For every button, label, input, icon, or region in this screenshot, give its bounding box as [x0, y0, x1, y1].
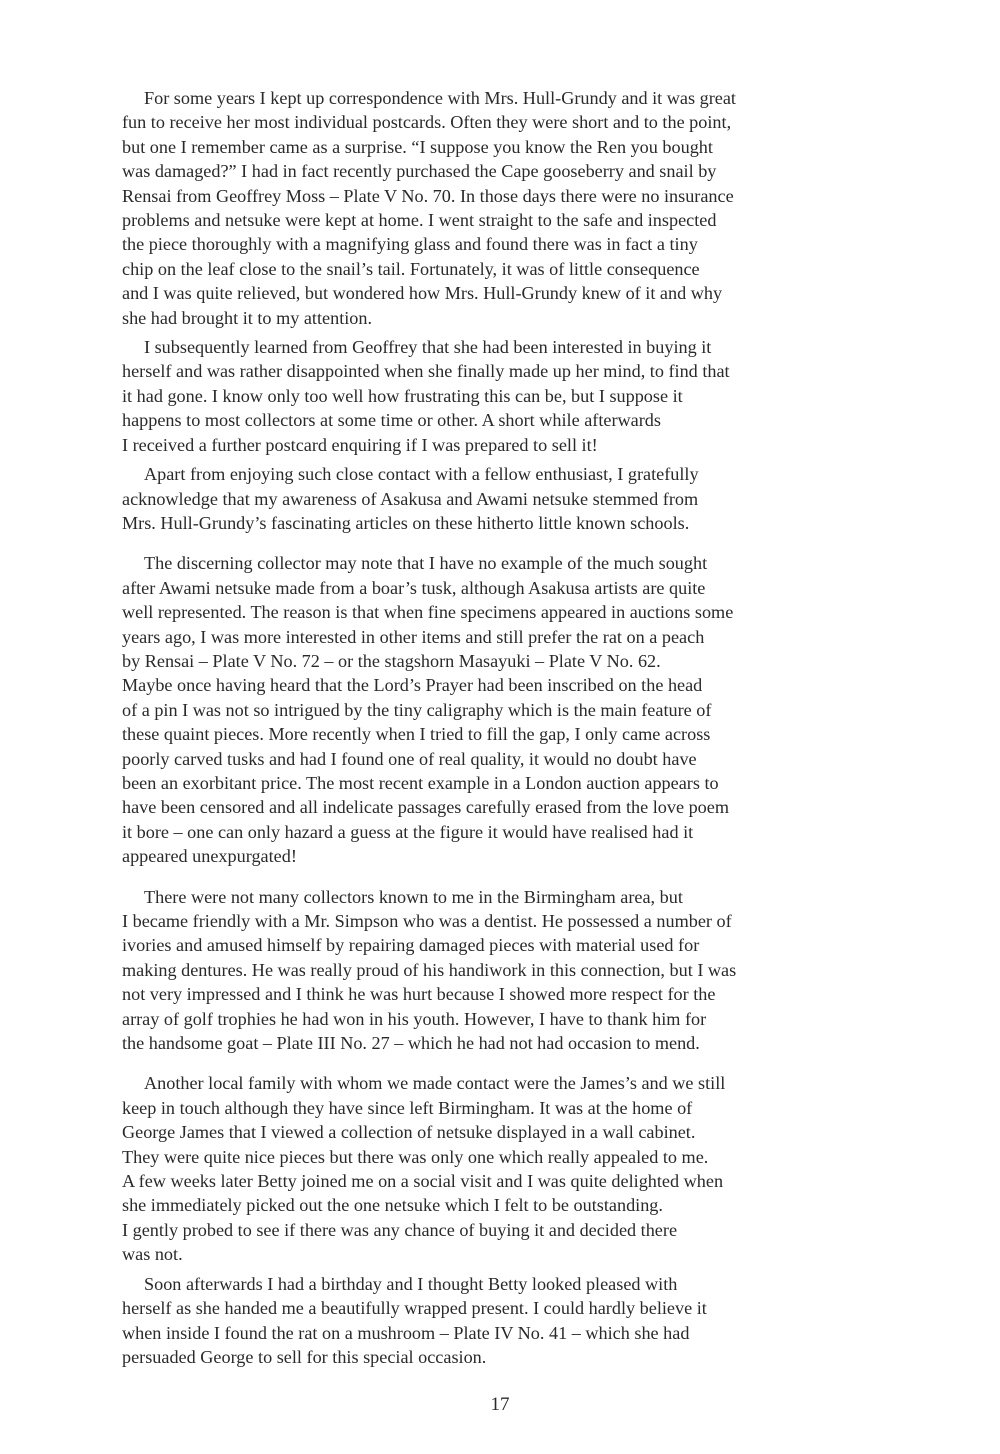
page-number: 17	[490, 1394, 510, 1415]
paragraph-james: Another local family with whom we made contact were the James’s and we still keep in touch although they have since left Birmingham. It was at the home of George James that I viewed a collection of netsuke displayed in a wall cabinet. They were quite nice pieces but there was only one which really appealed to me. A few weeks later Betty joined me on a social visit and I was quite delighted when she immediately picked out the one netsuke which I felt to be outstanding. I gently probed to see if there was any chance of buying it and decided there was not.	[122, 1073, 726, 1265]
paragraph-awami: The discerning collector may note that I have no example of the much sought after Awami netsuke made from a boar’s tusk, although Asakusa artists are quite well represented. The reason is that when fine specimens appeared in auctions some years ago, I was more interested in other items and still prefer the rat on a peach by Rensai – Plate V No. 72 – or the stagshorn Masayuki – Plate V No. 62. Maybe once having heard that the Lord’s Prayer had been inscribed on the head of a pin I was not so intrigued by the tiny caligraphy which is the main feature of these quaint pieces. More recently when I tried to fill the gap, I only came across poorly carved tusks and had I found one of real quality, it would no doubt have been an exorbitant price. The most recent example in a London auction appears to have been censored and all indelicate passages carefully erased from the love poem it bore – one can only hazard a guess at the figure it would have realised had it appeared unexpurgated!	[122, 553, 734, 867]
paragraph-geoffrey: I subsequently learned from Geoffrey that she had been interested in buying it herself and was rather disappointed when she finally made up her mind, to find that it had gone. I know only too well how frustrating this can be, but I suppose it happens to most collectors at some time or other. A short while afterwards I received a further postcard enquiring if I was prepared to sell it!	[122, 337, 730, 455]
paragraph-birthday: Soon afterwards I had a birthday and I thought Betty looked pleased with herself as she handed me a beautifully wrapped present. I could hardly believe it when inside I found the rat on a mushroom – Plate IV No. 41 – which she had persuaded George to sell for this special occasion.	[122, 1273, 707, 1367]
paragraph-simpson: There were not many collectors known to me in the Birmingham area, but I became friendly with a Mr. Simpson who was a dentist. He possessed a number of ivories and amused himself by repairing damaged pieces with material used for making dentures. He was really proud of his handiwork in this connection, but I was not very impressed and I think he was hurt because I showed more respect for the array of golf trophies he had won in his youth. However, I have to thank him for the handsome goat – Plate III No. 27 – which he had not had occasion to mend.	[122, 886, 737, 1054]
paragraph-postcards: For some years I kept up correspondence with Mrs. Hull-Grundy and it was great fun to receive her most individual postcards. Often they were short and to the point, but one I remember came as a surprise. “I suppose you know the Ren you bought was damaged?” I had in fact recently purchased the Cape gooseberry and snail by Rensai from Geoffrey Moss – Plate V No. 70. In those days there were no insurance problems and netsuke were kept at home. I went straight to the safe and inspected the piece thoroughly with a magnifying glass and found there was in fact a tiny chip on the leaf close to the snail’s tail. Fortunately, it was of little consequence and I was quite relieved, but wondered how Mrs. Hull-Grundy knew of it and why she had brought it to my attention.	[122, 88, 736, 328]
body-text	[122, 86, 857, 1369]
paragraph-enthusiast: Apart from enjoying such close contact with a fellow enthusiast, I gratefully acknowledge that my awareness of Asakusa and Awami netsuke stemmed from Mrs. Hull-Grundy’s fascinating articles on these hitherto little known schools.	[122, 464, 699, 533]
